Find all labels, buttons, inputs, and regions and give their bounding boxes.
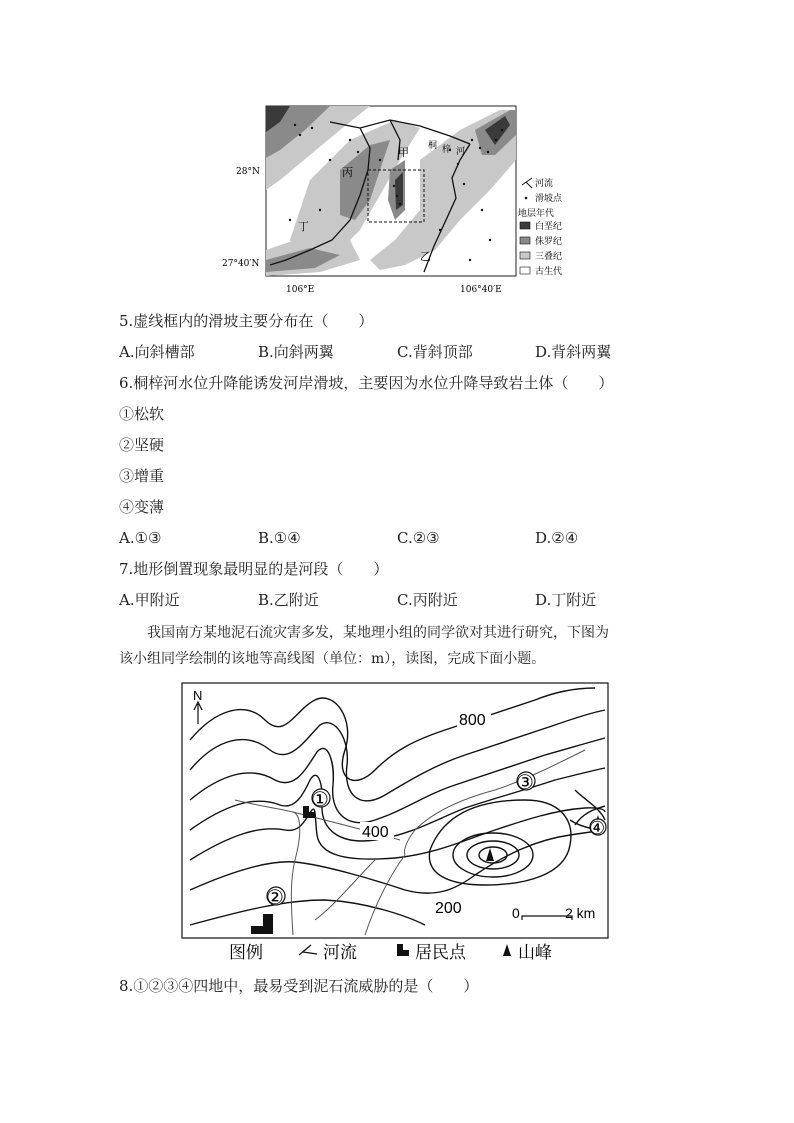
lat-bottom-label: 27°40′N bbox=[222, 259, 260, 269]
q7-option-b[interactable]: B.乙附近 bbox=[258, 591, 319, 609]
q6-option-b[interactable]: B.①④ bbox=[258, 529, 301, 547]
contour-200-label: 200 bbox=[435, 900, 462, 917]
intro-line-1: 我国南方某地泥石流灾害多发，某地理小组的同学欲对其进行研究，下图为 bbox=[147, 625, 609, 641]
legend-strata-title: 地层年代 bbox=[518, 209, 555, 219]
contour-map bbox=[175, 680, 615, 970]
q5-option-d[interactable]: D.背斜两翼 bbox=[535, 343, 612, 361]
legend-peak-label: 山峰 bbox=[518, 943, 552, 963]
intro-line-2: 该小组同学绘制的该地等高线图（单位：m），读图，完成下面小题。 bbox=[119, 651, 546, 667]
contour-800-label: 800 bbox=[459, 712, 486, 729]
q7-option-a[interactable]: A.甲附近 bbox=[119, 591, 180, 609]
question-6-stem: 6.桐梓河水位升降能诱发河岸滑坡，主要因为水位升降导致岩土体（ ） bbox=[119, 374, 614, 392]
peak-legend-icon bbox=[503, 944, 511, 956]
label-jia: 甲 bbox=[398, 146, 409, 159]
legend-title: 图例 bbox=[229, 943, 263, 963]
q6-option-c[interactable]: C.②③ bbox=[397, 529, 440, 547]
lat-top-label: 28°N bbox=[236, 167, 260, 177]
label-ding: 丁 bbox=[298, 220, 309, 233]
q5-option-c[interactable]: C.背斜顶部 bbox=[397, 343, 473, 361]
q6-item-4: ④变薄 bbox=[119, 498, 165, 516]
north-label: N bbox=[193, 688, 203, 703]
river-legend-icon bbox=[522, 178, 532, 188]
q6-option-d[interactable]: D.②④ bbox=[535, 529, 579, 547]
scale-distance-label: 2 km bbox=[565, 905, 596, 921]
q5-option-b[interactable]: B.向斜两翼 bbox=[258, 343, 334, 361]
legend-triassic: 三叠纪 bbox=[535, 252, 563, 262]
legend-landslide: 滑坡点 bbox=[535, 194, 563, 204]
question-7-stem: 7.地形倒置现象最明显的是河段（ ） bbox=[119, 560, 389, 578]
river-name-char-2: 梓 bbox=[442, 145, 452, 155]
q7-option-c[interactable]: C.丙附近 bbox=[397, 591, 458, 609]
geology-map bbox=[220, 100, 563, 300]
river-name-char-3: 河 bbox=[456, 147, 466, 157]
site-2-label: ② bbox=[266, 885, 284, 909]
river-legend-icon bbox=[299, 945, 317, 955]
map2-legend bbox=[229, 943, 552, 963]
site-4-label: ④ bbox=[589, 818, 606, 839]
label-yi: 乙 bbox=[420, 250, 431, 263]
question-5-stem: 5.虚线框内的滑坡主要分布在（ ） bbox=[119, 312, 374, 330]
legend-jurassic: 侏罗纪 bbox=[535, 237, 563, 247]
legend-settlement-label: 居民点 bbox=[415, 943, 466, 963]
q6-item-2: ②坚硬 bbox=[119, 436, 165, 454]
q7-option-d[interactable]: D.丁附近 bbox=[535, 591, 597, 609]
scale-zero-label: 0 bbox=[512, 905, 520, 921]
landslide-legend-icon bbox=[525, 197, 528, 200]
q6-option-a[interactable]: A.①③ bbox=[119, 529, 162, 547]
q6-item-1: ①松软 bbox=[119, 405, 165, 423]
label-bing: 丙 bbox=[342, 166, 353, 179]
legend-river-label: 河流 bbox=[323, 943, 357, 963]
mudslide-intro bbox=[119, 620, 679, 672]
legend-cretaceous: 白垩纪 bbox=[535, 222, 563, 232]
map1-legend bbox=[518, 177, 563, 277]
settlement-legend-icon bbox=[397, 944, 409, 956]
legend-paleozoic: 古生代 bbox=[535, 267, 563, 277]
legend-river: 河流 bbox=[535, 179, 554, 189]
q5-option-a[interactable]: A.向斜槽部 bbox=[119, 343, 195, 361]
site-3-label: ③ bbox=[516, 770, 534, 794]
lon-right-label: 106°40′E bbox=[460, 285, 502, 295]
contour-400-label: 400 bbox=[362, 824, 389, 841]
lon-left-label: 106°E bbox=[286, 285, 315, 295]
q6-item-3: ③增重 bbox=[119, 467, 165, 485]
site-1-label: ① bbox=[311, 787, 329, 811]
scale-bar bbox=[511, 902, 603, 924]
river-name-char-1: 桐 bbox=[428, 141, 438, 151]
question-8-stem: 8.①②③④四地中，最易受到泥石流威胁的是（ ） bbox=[119, 977, 479, 995]
